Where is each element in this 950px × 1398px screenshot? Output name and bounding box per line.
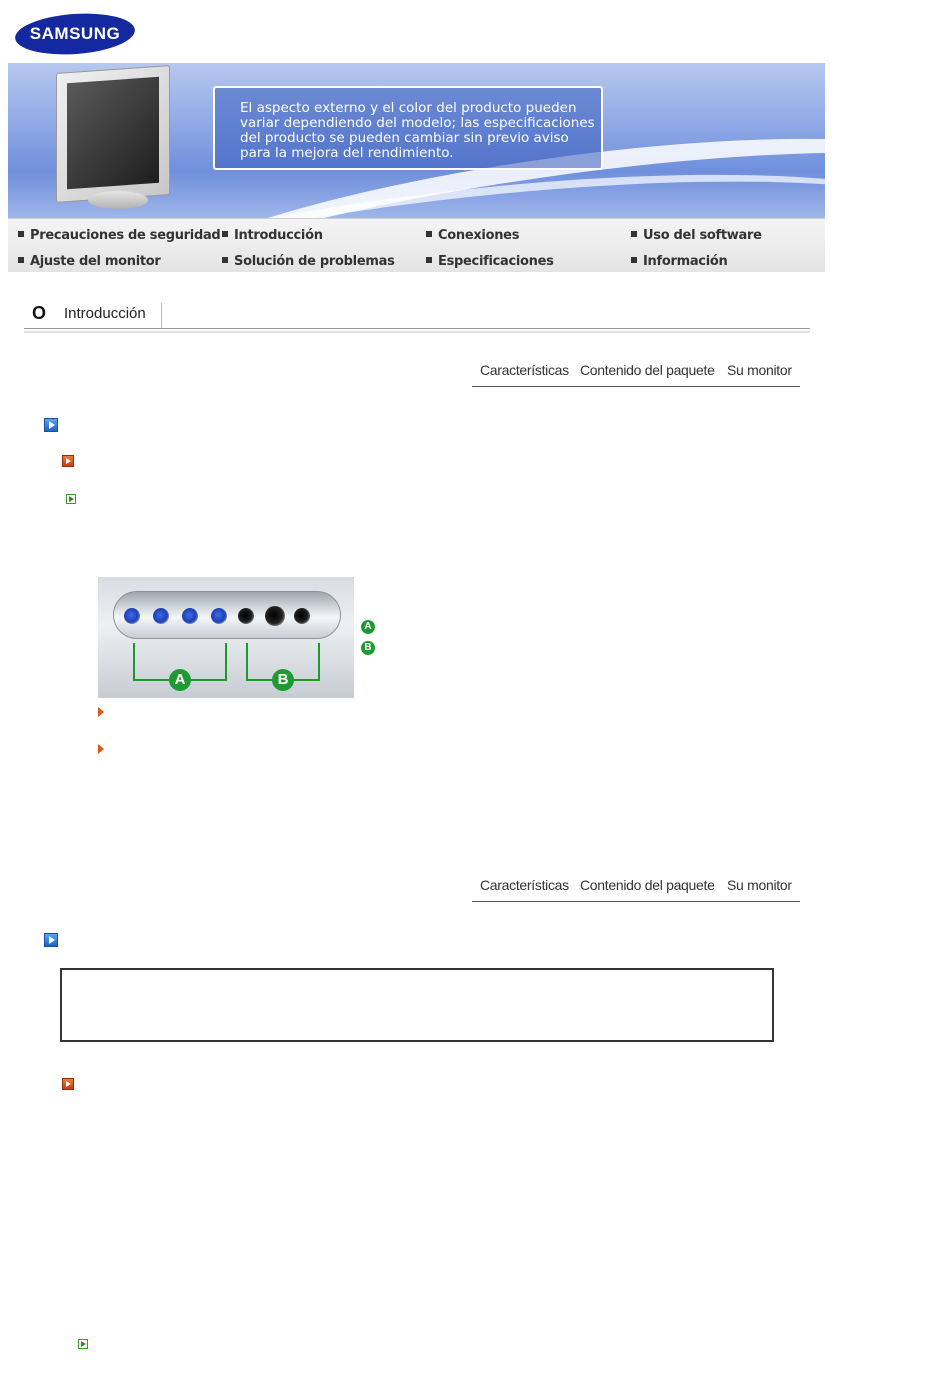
tab-contenido-paquete[interactable]: Contenido del paquete	[580, 362, 715, 378]
nav-item-label: Uso del software	[643, 228, 762, 243]
square-bullet-icon	[222, 231, 228, 237]
page-title-bar	[24, 299, 810, 333]
title-underline	[24, 328, 810, 329]
audio-jack	[211, 608, 227, 624]
nav-item-especificaciones[interactable]	[426, 254, 554, 269]
logo-text: SAMSUNG	[29, 24, 121, 43]
square-bullet-icon	[631, 257, 637, 263]
section-bullet-icon	[44, 418, 58, 432]
square-bullet-icon	[426, 231, 432, 237]
tab-su-monitor[interactable]: Su monitor	[727, 362, 792, 378]
audio-jack	[124, 608, 140, 624]
audio-jack	[182, 608, 198, 624]
title-divider	[161, 303, 162, 329]
label-b-badge: B	[272, 669, 294, 691]
arrow-bullet-icon	[98, 707, 104, 717]
item-bullet-icon	[66, 494, 76, 504]
page-title: Introducción	[64, 305, 146, 322]
tab-caracteristicas[interactable]: Características	[480, 362, 569, 378]
tab-contenido-paquete[interactable]: Contenido del paquete	[580, 877, 715, 893]
nav-item-uso-software[interactable]	[631, 228, 762, 243]
square-bullet-icon	[18, 231, 24, 237]
nav-item-ajuste[interactable]	[18, 254, 161, 269]
legend-a-badge: A	[361, 620, 375, 634]
monitor-stand	[88, 191, 148, 209]
nav-item-label: Solución de problemas	[234, 254, 395, 269]
audio-jack	[238, 608, 254, 624]
jack-panel	[113, 591, 341, 639]
nav-item-informacion[interactable]	[631, 254, 727, 269]
square-bullet-icon	[426, 257, 432, 263]
square-bullet-icon	[631, 231, 637, 237]
connector-panel-image	[98, 577, 354, 698]
samsung-logo[interactable]	[15, 14, 135, 54]
subsection-bullet-icon	[62, 1078, 74, 1090]
subtabs-bottom	[472, 873, 800, 902]
banner-notice: El aspecto externo y el color del producto pueden variar dependiendo del modelo; las especificaciones del producto se pueden cambiar sin previo aviso para la mejora del rendimiento.	[213, 86, 603, 170]
square-bullet-icon	[222, 257, 228, 263]
monitor-image	[56, 65, 170, 203]
title-underline-shadow	[24, 331, 810, 333]
nav-item-introduccion[interactable]	[222, 228, 323, 243]
section-bullet-icon	[44, 933, 58, 947]
subtabs-top	[472, 358, 800, 387]
main-navigation	[8, 218, 825, 272]
audio-jack	[294, 608, 310, 624]
nav-item-label: Información	[643, 254, 728, 269]
audio-jack	[153, 608, 169, 624]
nav-item-label: Precauciones de seguridad	[30, 228, 221, 243]
square-bullet-icon	[18, 257, 24, 263]
header-banner	[8, 63, 825, 218]
item-bullet-icon	[78, 1339, 88, 1349]
legend-b-badge: B	[361, 641, 375, 655]
note-box	[60, 968, 774, 1042]
tab-caracteristicas[interactable]: Características	[480, 877, 569, 893]
title-mark: O	[32, 303, 47, 323]
monitor-screen	[67, 77, 159, 189]
nav-item-label: Conexiones	[438, 228, 520, 243]
subsection-bullet-icon	[62, 455, 74, 467]
nav-item-label: Ajuste del monitor	[30, 254, 161, 269]
nav-item-precauciones[interactable]	[18, 228, 220, 243]
nav-item-label: Especificaciones	[438, 254, 554, 269]
nav-item-solucion[interactable]	[222, 254, 395, 269]
label-a-badge: A	[169, 669, 191, 691]
audio-jack	[265, 606, 285, 626]
tab-su-monitor[interactable]: Su monitor	[727, 877, 792, 893]
nav-item-conexiones[interactable]	[426, 228, 519, 243]
arrow-bullet-icon	[98, 744, 104, 754]
nav-item-label: Introducción	[234, 228, 323, 243]
